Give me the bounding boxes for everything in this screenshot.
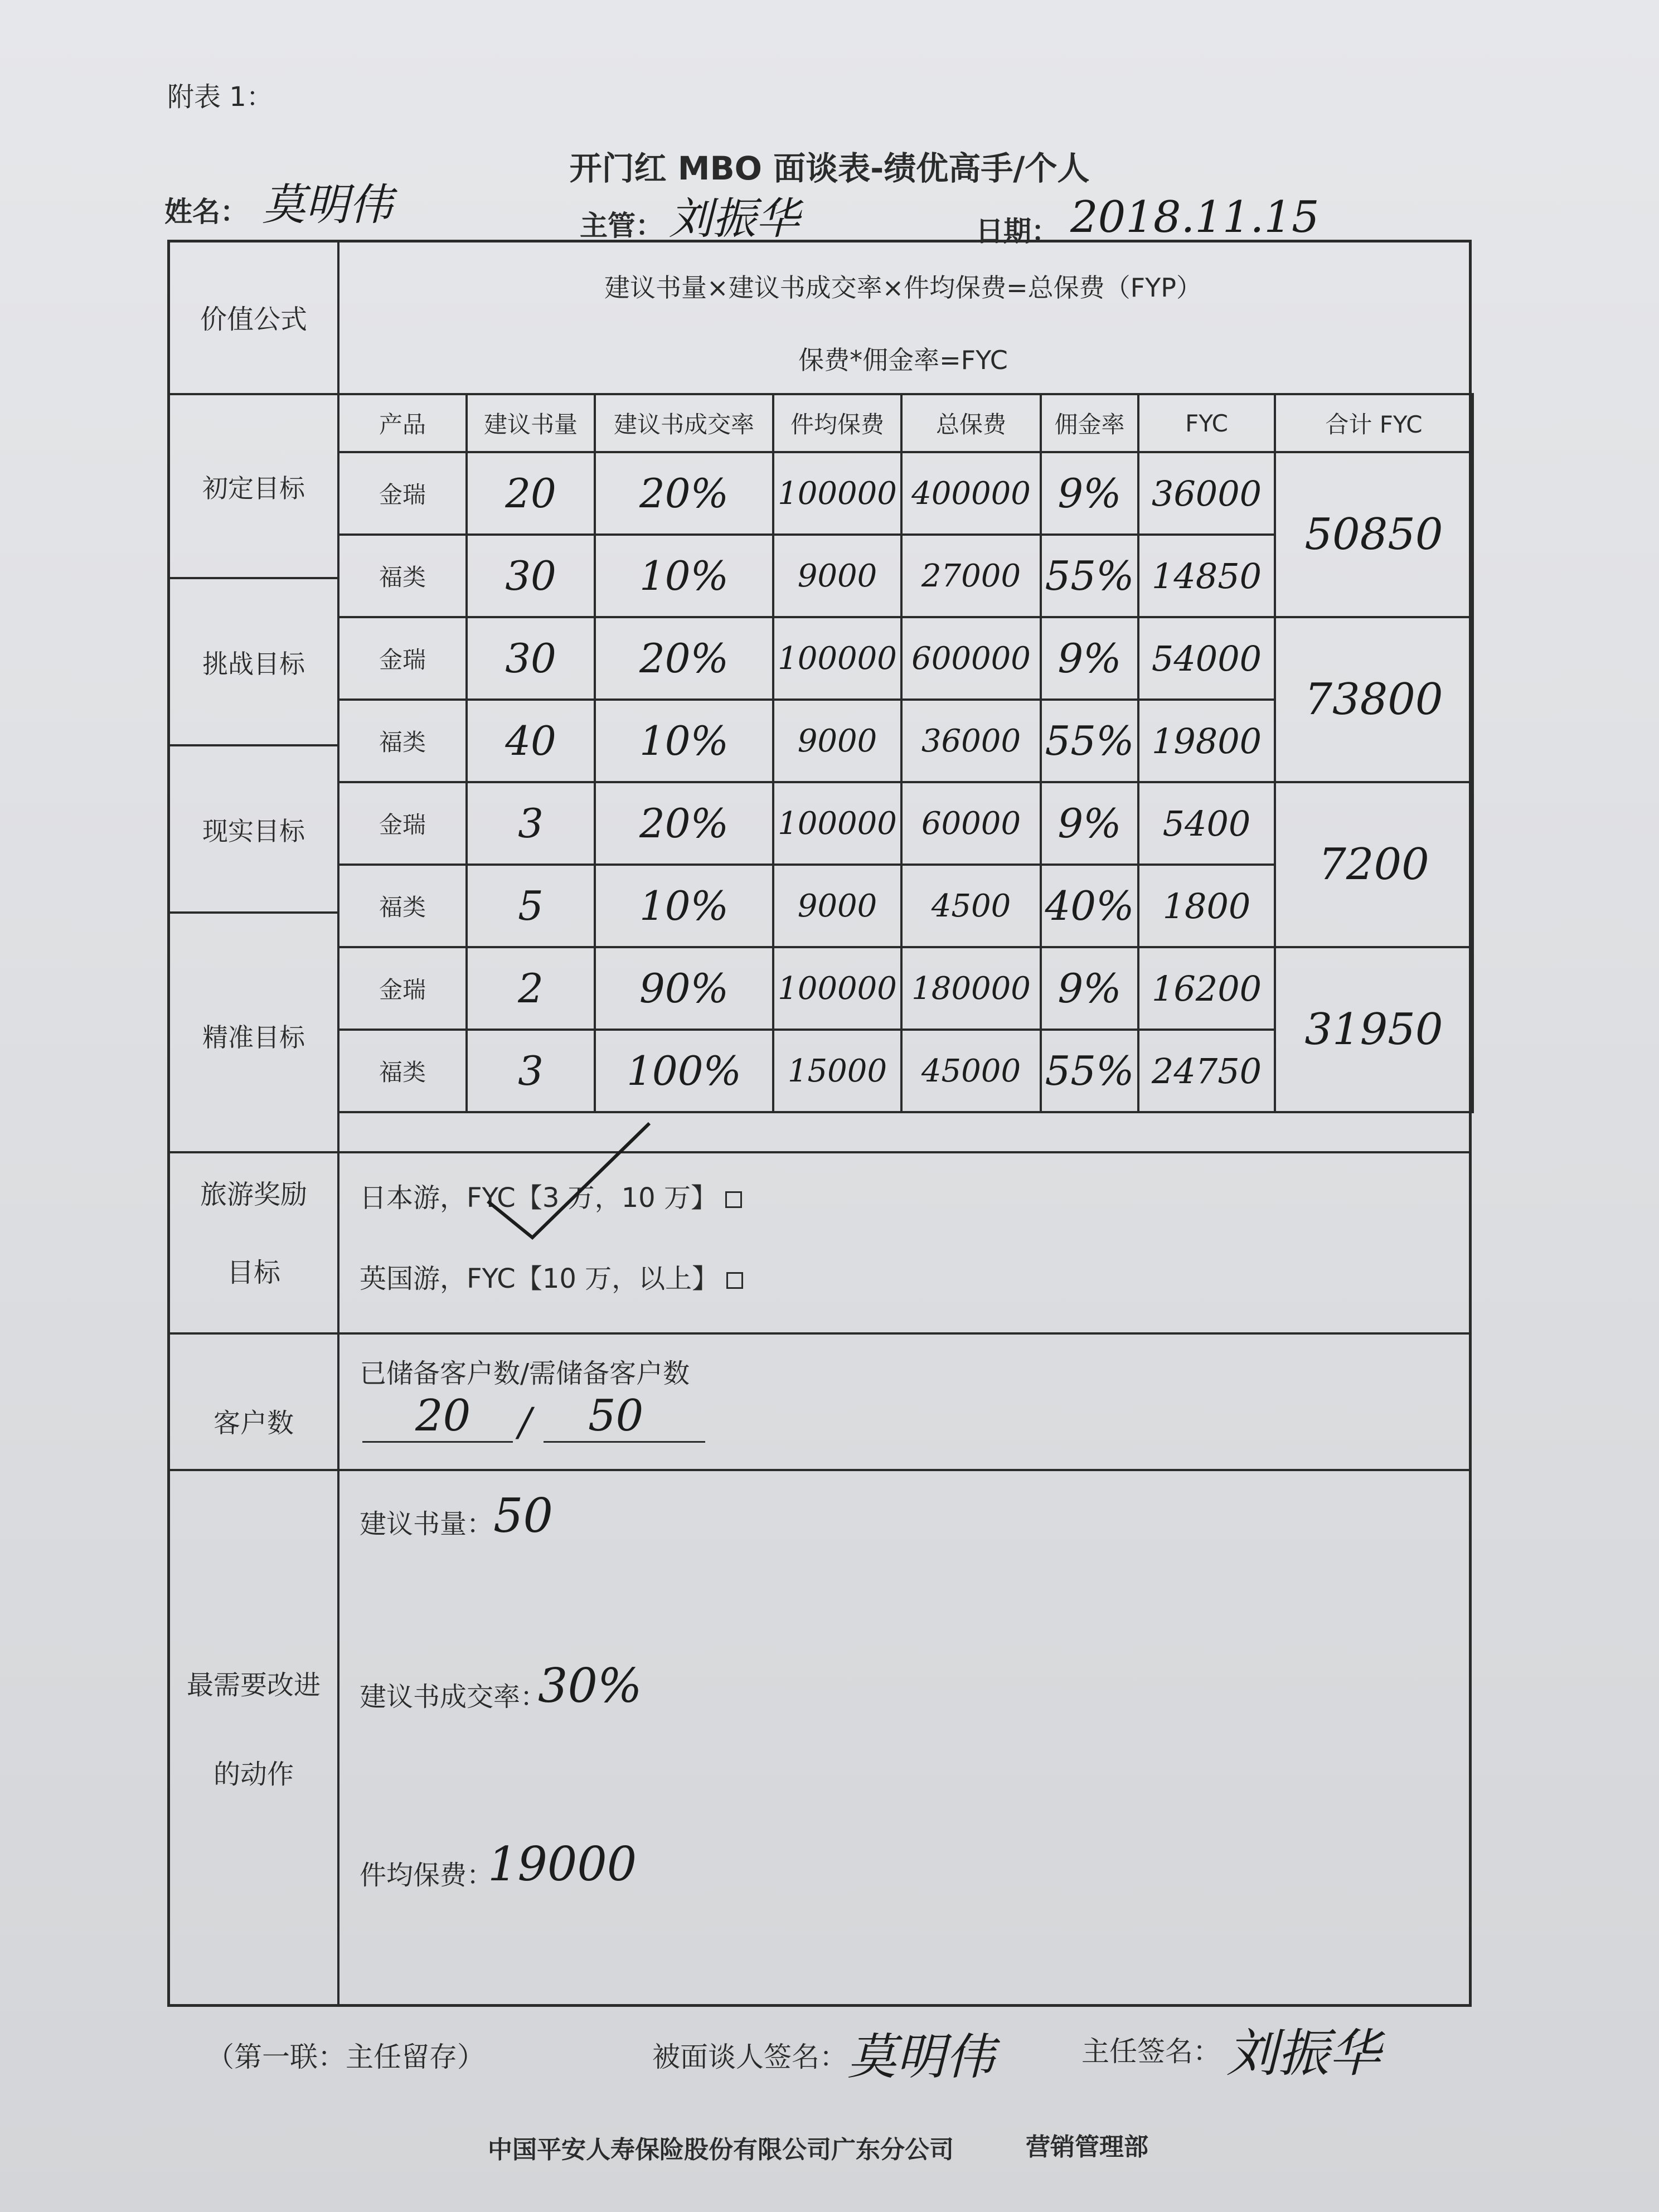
col-header-fyc: FYC [1138,394,1275,452]
supervisor-label: 主管： [580,210,663,242]
product-cell: 金瑞 [338,617,467,700]
mbo-form [167,240,1472,2007]
product-cell: 金瑞 [338,947,467,1030]
product-cell: 福类 [338,1030,467,1112]
clients-description: 已储备客户数/需储备客户数 [360,1358,690,1389]
premium-cell: 36000 [901,700,1041,782]
product-cell: 福类 [338,700,467,782]
goal-label-realistic: 现实目标 [202,816,305,846]
avg-cell: 9000 [773,535,901,617]
avg-cell: 9000 [773,865,901,947]
fyc-cell: 36000 [1138,452,1275,535]
name-label: 姓名： [164,196,248,228]
goal-table [337,393,1474,1113]
col-header-commission: 佣金率 [1041,394,1138,452]
travel-japan-checkbox[interactable] [725,1191,742,1208]
interviewee-signature: 莫明伟 [847,2028,995,2085]
total-fyc-cell: 7200 [1275,782,1473,947]
fyc-cell: 54000 [1138,617,1275,700]
commission-cell: 9% [1041,947,1138,1030]
avg-cell: 100000 [773,452,901,535]
premium-cell: 600000 [901,617,1041,700]
commission-cell: 9% [1041,782,1138,865]
rate-cell: 100% [595,1030,773,1112]
date-value: 2018.11.15 [1070,192,1320,242]
fyc-cell: 19800 [1138,700,1275,782]
commission-cell: 40% [1041,865,1138,947]
interviewee-signature-label: 被面谈人签名： [652,2041,847,2073]
clients-separator: / [518,1399,532,1445]
qty-cell: 3 [467,782,595,865]
avg-cell: 9000 [773,700,901,782]
company-name: 中国平安人寿保险股份有限公司广东分公司 [488,2136,954,2164]
improve-avg-value: 19000 [488,1837,637,1891]
total-fyc-cell: 73800 [1275,617,1473,782]
avg-cell: 15000 [773,1030,901,1112]
clients-needed-value: 50 [588,1391,644,1441]
premium-cell: 4500 [901,865,1041,947]
avg-cell: 100000 [773,947,901,1030]
qty-cell: 2 [467,947,595,1030]
qty-cell: 30 [467,535,595,617]
rate-cell: 20% [595,452,773,535]
improve-qty-value: 50 [493,1488,553,1543]
premium-cell: 60000 [901,782,1041,865]
qty-cell: 40 [467,700,595,782]
improve-qty-label: 建议书量： [360,1508,494,1540]
supervisor-value: 刘振华 [669,194,800,244]
commission-cell: 9% [1041,452,1138,535]
date-label: 日期： [976,215,1059,248]
rate-cell: 90% [595,947,773,1030]
col-header-avg: 件均保费 [773,394,901,452]
director-signature-label: 主任签名： [1081,2035,1221,2068]
name-value: 莫明伟 [262,180,393,230]
avg-cell: 100000 [773,782,901,865]
rate-cell: 20% [595,782,773,865]
commission-cell: 55% [1041,700,1138,782]
director-signature: 刘振华 [1226,2024,1381,2083]
rate-cell: 20% [595,617,773,700]
formula-label: 价值公式 [200,304,307,335]
qty-cell: 30 [467,617,595,700]
fyc-cell: 16200 [1138,947,1275,1030]
clients-label: 客户数 [213,1408,294,1439]
improve-avg-label: 件均保费： [360,1860,494,1891]
premium-cell: 27000 [901,535,1041,617]
improve-label-line1: 最需要改进 [186,1670,321,1701]
goal-label-precise: 精准目标 [202,1022,305,1052]
qty-cell: 20 [467,452,595,535]
qty-cell: 3 [467,1030,595,1112]
travel-uk-checkbox[interactable] [726,1272,743,1289]
total-fyc-cell: 50850 [1275,452,1473,617]
rate-cell: 10% [595,700,773,782]
department-name: 营销管理部 [1026,2133,1148,2161]
product-cell: 福类 [338,865,467,947]
total-fyc-cell: 31950 [1275,947,1473,1112]
premium-cell: 400000 [901,452,1041,535]
fyc-cell: 14850 [1138,535,1275,617]
table-row [338,782,1473,865]
clients-reserved-value: 20 [415,1391,471,1441]
rate-cell: 10% [595,535,773,617]
travel-option-uk-label: 英国游，FYC【10 万，以上】 [360,1263,719,1294]
avg-cell: 100000 [773,617,901,700]
premium-cell: 45000 [901,1030,1041,1112]
fyc-cell: 24750 [1138,1030,1275,1112]
fyc-cell: 5400 [1138,782,1275,865]
table-row [338,617,1473,700]
product-cell: 福类 [338,535,467,617]
table-row [338,452,1473,535]
col-header-product: 产品 [338,394,467,452]
goal-label-initial: 初定目标 [202,473,305,503]
travel-label-line1: 旅游奖励 [200,1179,307,1210]
travel-option-japan-label: 日本游，FYC【3 万，10 万】 [360,1182,717,1214]
product-cell: 金瑞 [338,782,467,865]
check-mark-icon [482,1118,661,1246]
commission-cell: 55% [1041,1030,1138,1112]
product-cell: 金瑞 [338,452,467,535]
rate-cell: 10% [595,865,773,947]
qty-cell: 5 [467,865,595,947]
copy-note: （第一联：主任留存） [206,2041,485,2073]
table-row [338,947,1473,1030]
commission-cell: 55% [1041,535,1138,617]
form-title: 开门红 MBO 面谈表-绩优高手/个人 [569,149,1090,187]
col-header-total-fyc: 合计 FYC [1275,394,1473,452]
formula-line1: 建议书量×建议书成交率×件均保费=总保费（FYP） [604,273,1202,303]
improve-label-line2: 的动作 [213,1759,294,1790]
goal-label-challenge: 挑战目标 [202,649,305,679]
fyc-cell: 1800 [1138,865,1275,947]
formula-line2: 保费*佣金率=FYC [798,345,1008,375]
improve-rate-label: 建议书成交率： [360,1681,547,1713]
col-header-premium: 总保费 [901,394,1041,452]
commission-cell: 9% [1041,617,1138,700]
travel-label-line2: 目标 [226,1257,280,1288]
table-header-row [338,394,1473,452]
appendix-label: 附表 1： [167,81,273,113]
improve-rate-value: 30% [538,1658,642,1713]
travel-option-uk[interactable] [360,1257,743,1296]
premium-cell: 180000 [901,947,1041,1030]
col-header-rate: 建议书成交率 [595,394,773,452]
col-header-qty: 建议书量 [467,394,595,452]
